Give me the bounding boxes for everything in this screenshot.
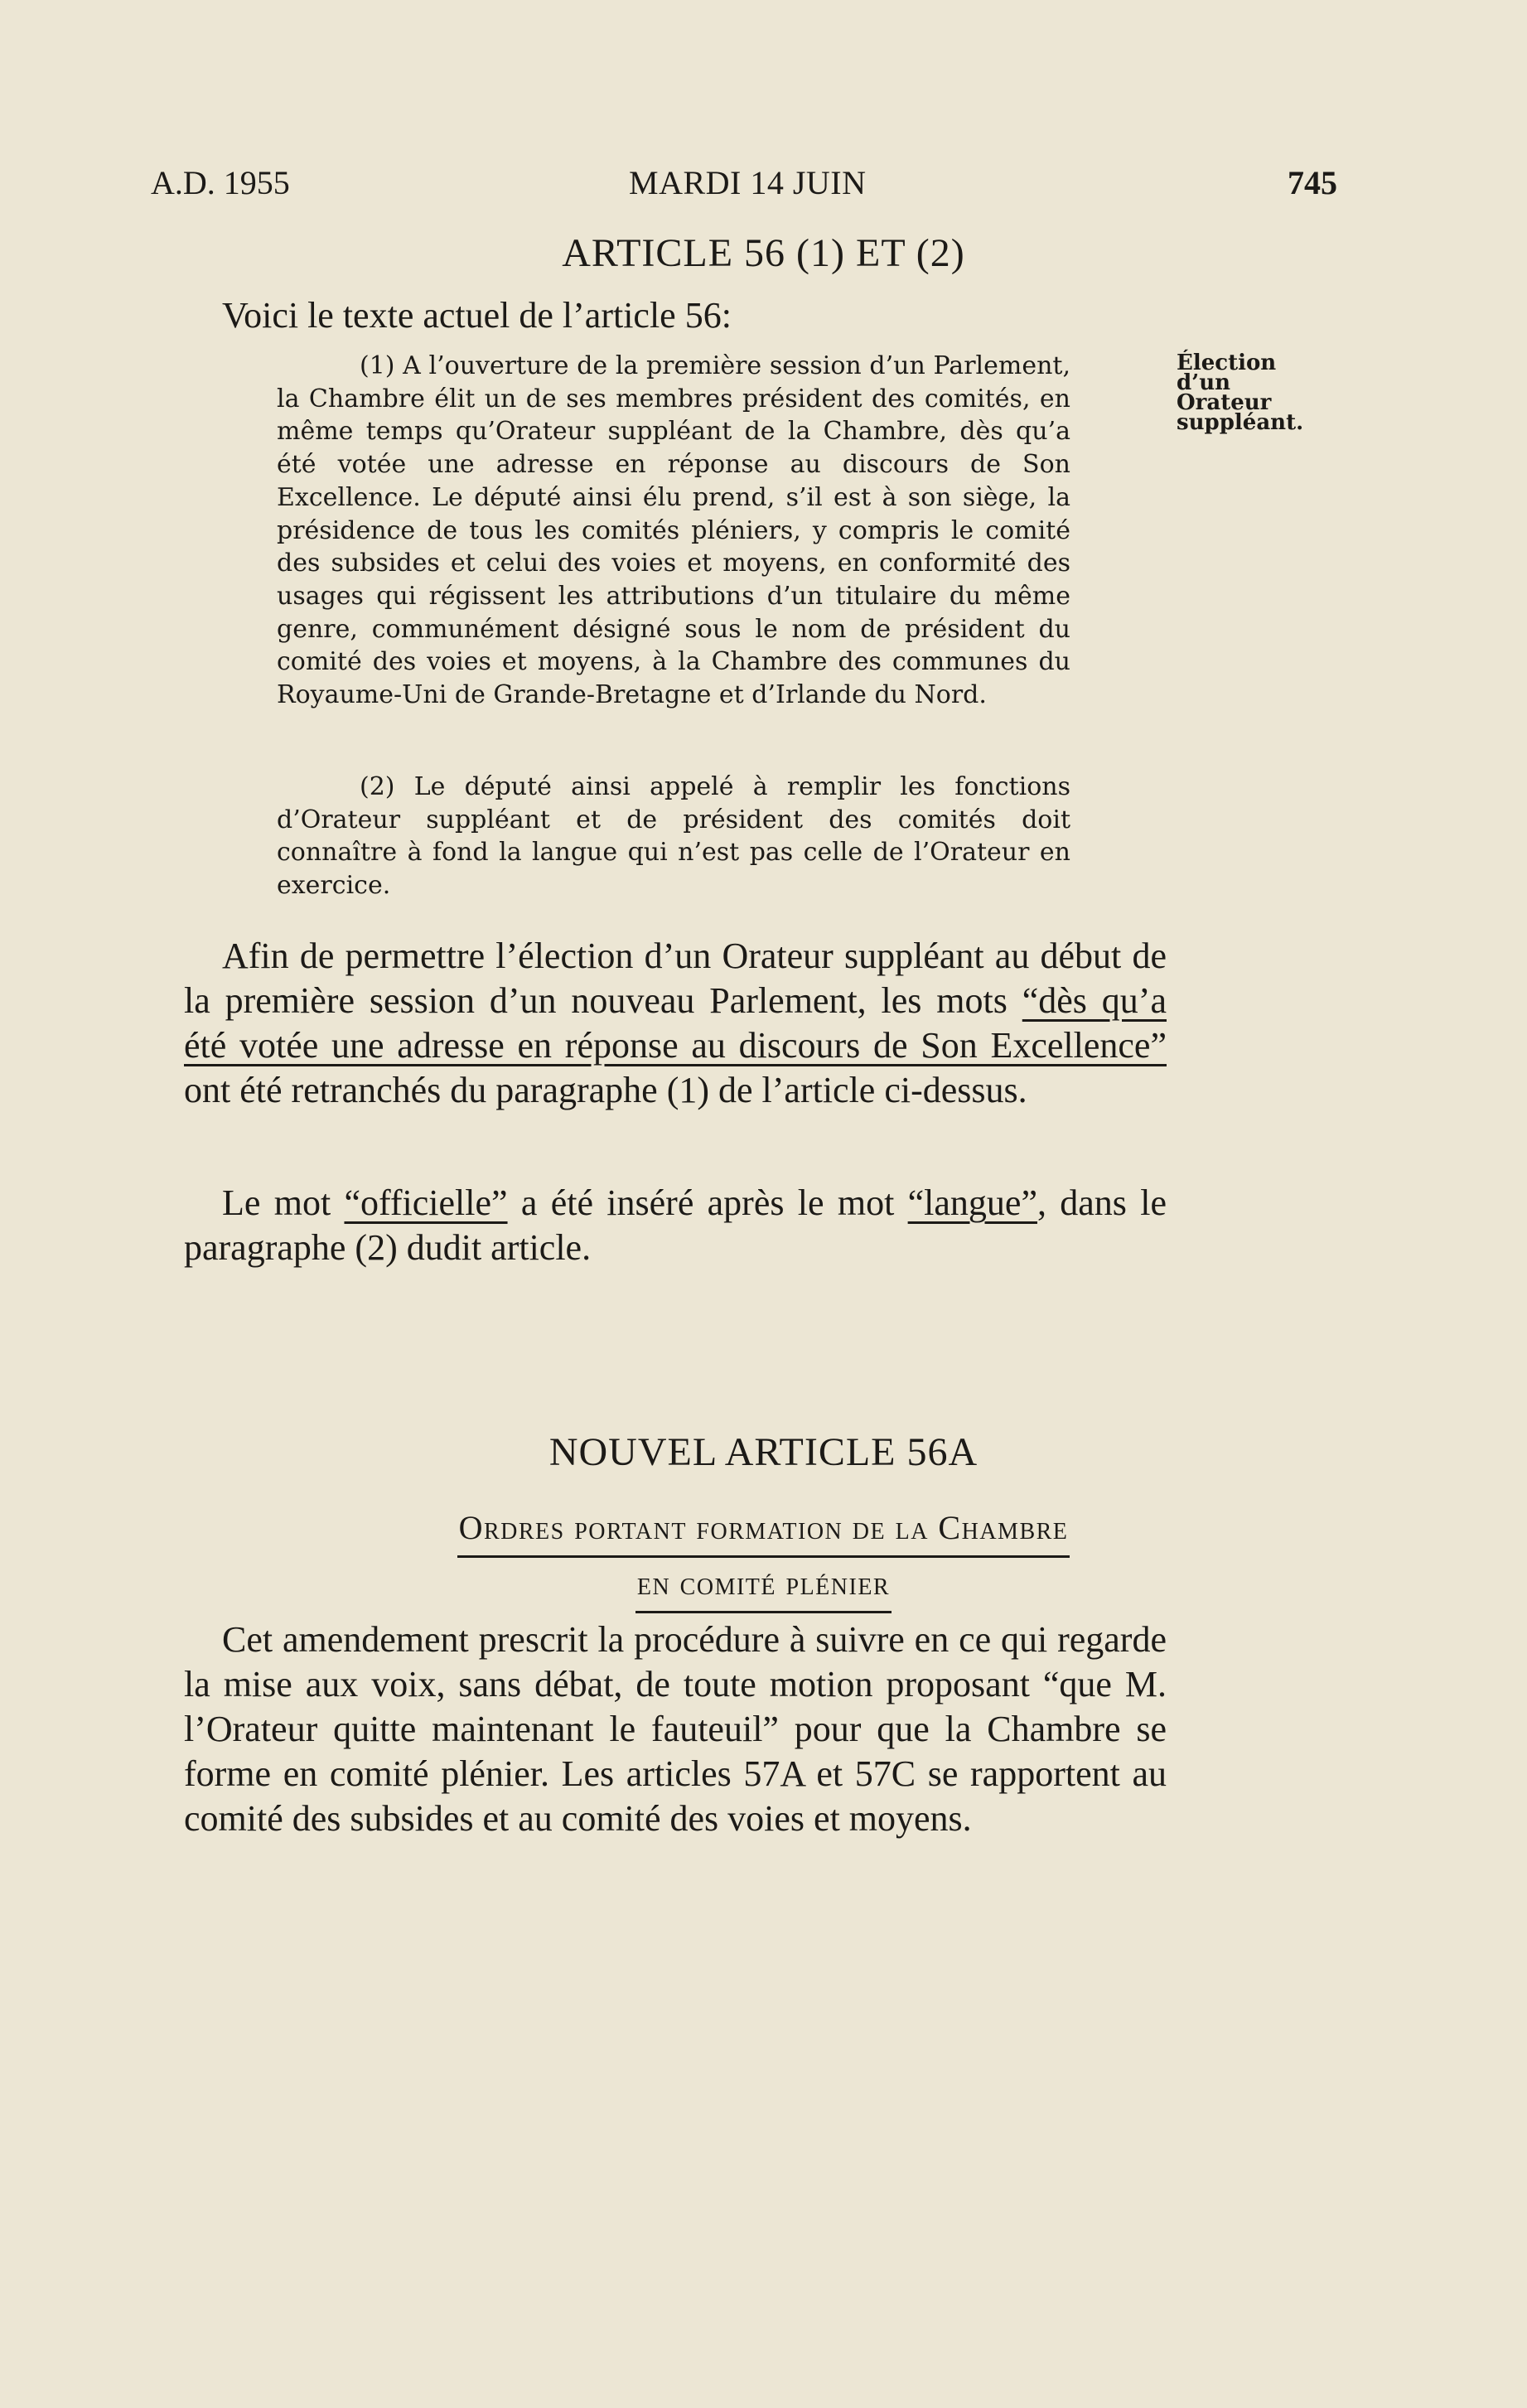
commentary-paragraph-2	[184, 1181, 1167, 1270]
margin-note-line: Élection	[1177, 351, 1277, 375]
commentary-paragraph-1	[184, 934, 1167, 1113]
article-56a-text: Cet amendement prescrit la procédure à suivre en ce qui regarde la mise aux voix, sans débat, de toute motion proposant “que M. l’Orateur quitte maintenant le fauteuil” pour que la Chambre se forme en comité plénier. Les articles 57A et 57C se rapportent au comité des subsides et au comité des voies et moyens.	[184, 1619, 1167, 1839]
commentary-text: , dans le paragraphe (2) dudit article.	[184, 1182, 1167, 1268]
underlined-word-officielle: “officielle”	[344, 1182, 508, 1223]
header-date: MARDI 14 JUIN	[629, 164, 867, 201]
article-56-intro: Voici le texte actuel de l’article 56:	[222, 295, 732, 336]
margin-note-line: d’un	[1177, 370, 1231, 395]
article-56a-heading: NOUVEL ARTICLE 56A	[548, 1430, 979, 1474]
underlined-word-langue: “langue”	[907, 1182, 1037, 1223]
underlined-deleted-words: “dès qu’a été votée une adresse en réponse au discours de Son Excellence”	[184, 980, 1167, 1066]
running-header	[151, 163, 1337, 205]
page-number: 745	[1288, 164, 1337, 201]
margin-note-line: suppléant.	[1177, 410, 1304, 435]
commentary-text: ont été retranchés du paragraphe (1) de l’article ci-dessus.	[184, 1070, 1027, 1110]
article-56-heading: ARTICLE 56 (1) ET (2)	[562, 231, 965, 275]
commentary-text: a été inséré après le mot	[507, 1182, 908, 1223]
commentary-text: Afin de permettre l’élection d’un Orateur suppléant au début de la première session d’un nouveau Parlement, les mots	[184, 936, 1167, 1021]
article-56a-subtitle	[0, 1504, 1527, 1613]
statute-paragraph-1: (1) A l’ouverture de la première session d’un Parlement, la Chambre élit un de ses membres président des comités, en même temps qu’Orateur suppléant de la Chambre, dès qu’a été votée une adresse en réponse au discours de Son Excellence. Le député ainsi élu prend, s’il est à son siège, la présidence de tous les comités pléniers, y compris le comité des subsides et celui des voies et moyens, en conformité des usages qui régissent les attributions d’un titulaire du même genre, communément désigné sous le nom de président du comité des voies et moyens, à la Chambre des communes du Royaume-Uni de Grande-Bretagne et d’Irlande du Nord.	[277, 351, 1070, 710]
header-year: A.D. 1955	[151, 164, 290, 201]
statute-paragraph-2: (2) Le député ainsi appelé à remplir les fonctions d’Orateur suppléant et de président des comités doit connaître à fond la langue qui n’est pas celle de l’Orateur en exercice.	[277, 772, 1070, 901]
margin-note-line: Orateur	[1177, 390, 1272, 415]
margin-note	[1177, 353, 1326, 433]
commentary-text: Le mot	[222, 1182, 345, 1223]
subtitle-line-1: Ordres portant formation de la Chambre	[457, 1504, 1070, 1558]
subtitle-line-2: en comité plénier	[635, 1559, 892, 1613]
